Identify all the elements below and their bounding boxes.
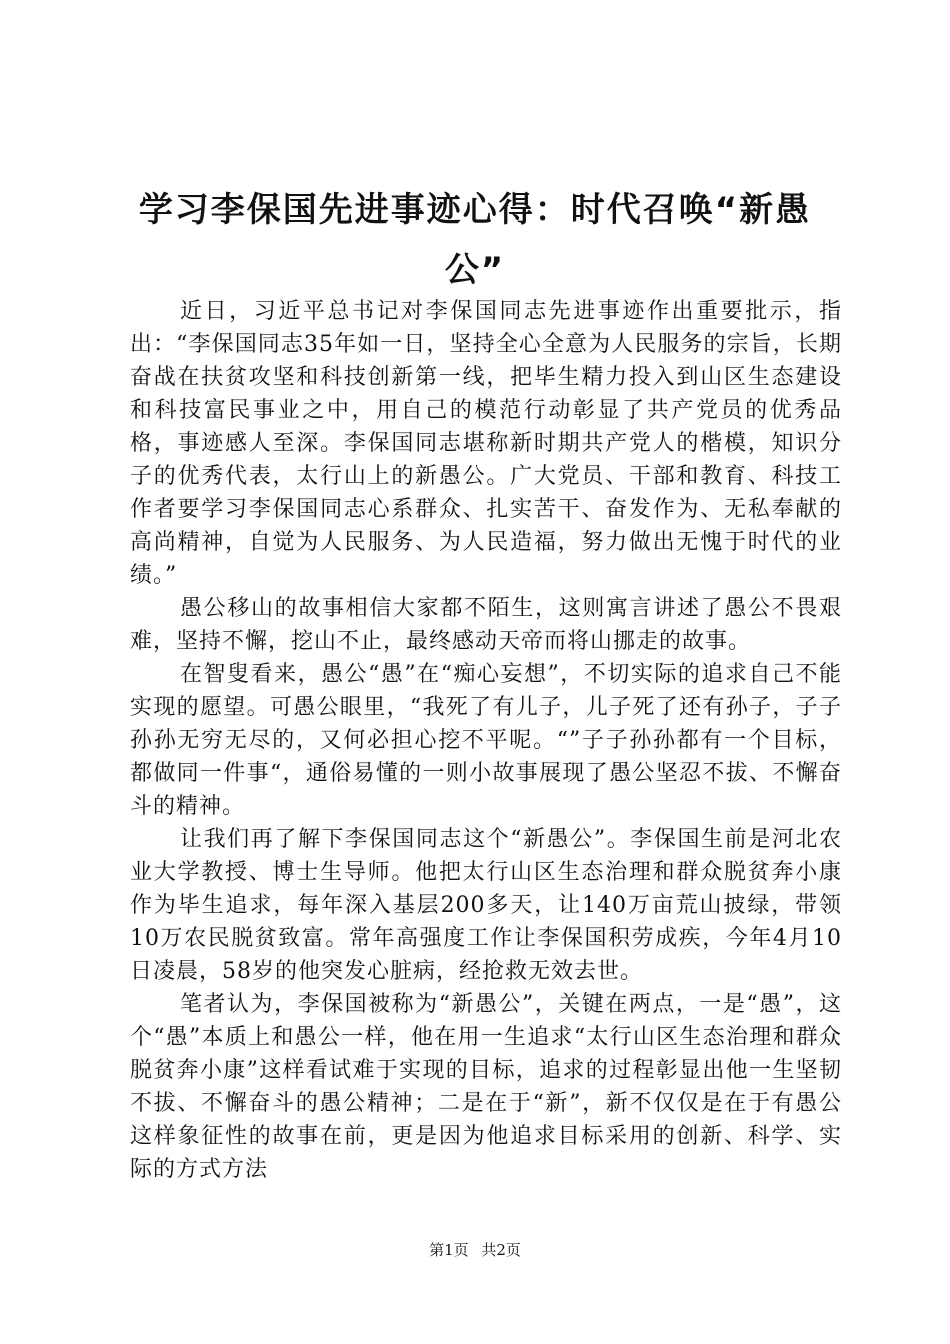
- page-total: 共2页: [481, 1241, 521, 1259]
- paragraph: 让我们再了解下李保国同志这个“新愚公”。李保国生前是河北农业大学教授、博士生导师。他把太行山区生态治理和群众脱贫奔小康作为毕生追求，每年深入基层200多天，让140万亩荒山披绿，带领10万农民脱贫致富。常年高强度工作让李保国积劳成疾，今年4月10日凌晨，58岁的他突发心脏病，经抢救无效去世。: [130, 827, 842, 984]
- document-body: [130, 295, 842, 1186]
- paragraph: 在智叟看来，愚公“愚”在“痴心妄想”，不切实际的追求自己不能实现的愿望。可愚公眼里，“我死了有儿子，儿子死了还有孙子，子子孙孙无穷无尽的，又何必担心挖不平呢。“”子子孙孙都有一个目标，都做同一件事“，通俗易懂的一则小故事展现了愚公坚忍不拔、不懈奋斗的精神。: [130, 662, 842, 819]
- page-footer: [0, 1240, 950, 1260]
- paragraph: 近日，习近平总书记对李保国同志先进事迹作出重要批示，指出：“李保国同志35年如一日，坚持全心全意为人民服务的宗旨，长期奋战在扶贫攻坚和科技创新第一线，把毕生精力投入到山区生态建设和科技富民事业之中，用自己的模范行动彰显了共产党员的优秀品格，事迹感人至深。李保国同志堪称新时期共产党人的楷模，知识分子的优秀代表，太行山上的新愚公。广大党员、干部和教育、科技工作者要学习李保国同志心系群众、扎实苦干、奋发作为、无私奉献的高尚精神，自觉为人民服务、为人民造福，努力做出无愧于时代的业绩。”: [130, 299, 842, 588]
- document-title: 学习李保国先进事迹心得：时代召唤“新愚公”: [138, 190, 812, 290]
- paragraph: 愚公移山的故事相信大家都不陌生，这则寓言讲述了愚公不畏艰难，坚持不懈，挖山不止，最终感动天帝而将山挪走的故事。: [130, 596, 842, 654]
- paragraph: 笔者认为，李保国被称为“新愚公”，关键在两点，一是“愚”，这个“愚”本质上和愚公一样，他在用一生追求“太行山区生态治理和群众脱贫奔小康”这样看试难于实现的目标，追求的过程彰显出他一生坚韧不拔、不懈奋斗的愚公精神；二是在于“新”，新不仅仅是在于有愚公这样象征性的故事在前，更是因为他追求目标采用的创新、科学、实际的方式方法: [130, 992, 842, 1182]
- page-number: 第1页: [429, 1241, 469, 1259]
